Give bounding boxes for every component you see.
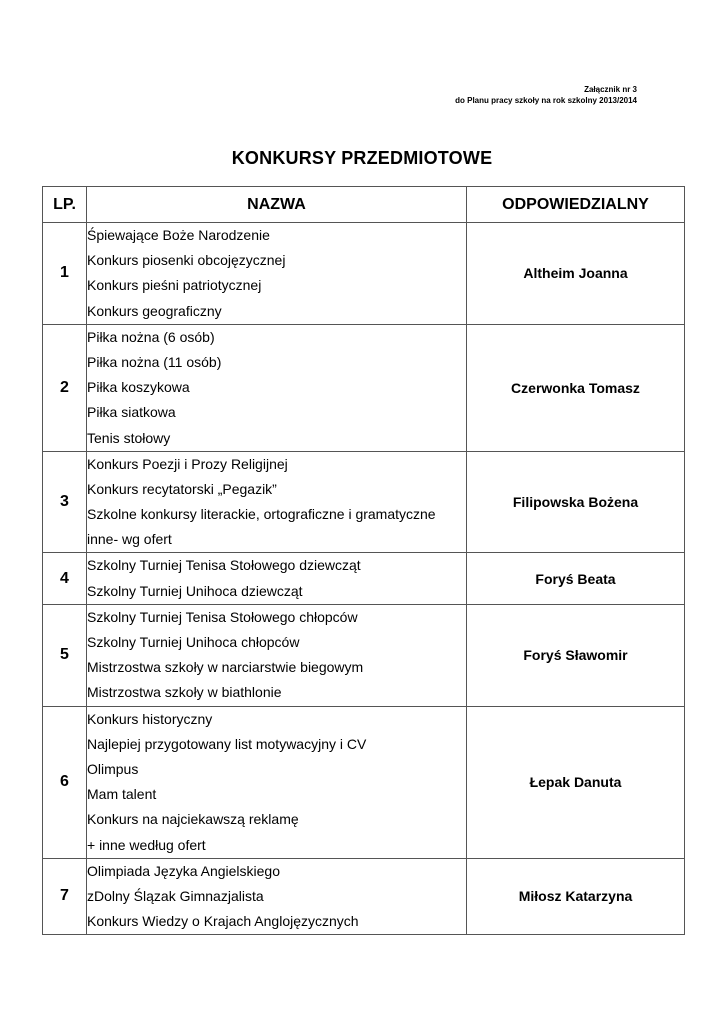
competition-list bbox=[87, 604, 467, 706]
competition-list bbox=[87, 553, 467, 604]
annex-line-2: do Planu pracy szkoły na rok szkolny 2013/2014 bbox=[455, 96, 637, 105]
competitions-table bbox=[42, 186, 685, 935]
column-header-nazwa: NAZWA bbox=[87, 187, 467, 223]
column-header-lp: LP. bbox=[43, 187, 87, 223]
competition-name: Konkurs recytatorski „Pegazik” bbox=[87, 480, 277, 497]
row-number: 4 bbox=[43, 553, 87, 604]
competition-name: Tenis stołowy bbox=[87, 429, 171, 446]
competition-list bbox=[87, 858, 467, 935]
row-number: 6 bbox=[43, 706, 87, 858]
table-row bbox=[43, 223, 685, 325]
competition-name: zDolny Ślązak Gimnazjalista bbox=[87, 887, 264, 904]
responsible-person: Filipowska Bożena bbox=[467, 451, 685, 553]
row-number: 1 bbox=[43, 223, 87, 325]
competition-list bbox=[87, 324, 467, 451]
competition-name: Szkolne konkursy literackie, ortograficzne i gramatyczne bbox=[87, 506, 436, 523]
competition-name: Konkurs Wiedzy o Krajach Anglojęzycznych bbox=[87, 913, 359, 930]
competition-name: Śpiewające Boże Narodzenie bbox=[87, 227, 270, 243]
table-header-row bbox=[43, 187, 685, 223]
competition-name: Szkolny Turniej Unihoca chłopców bbox=[87, 634, 300, 650]
responsible-person: Łepak Danuta bbox=[467, 706, 685, 858]
competition-name: Mistrzostwa szkoły w biathlonie bbox=[87, 684, 282, 701]
row-number: 7 bbox=[43, 858, 87, 935]
responsible-person: Miłosz Katarzyna bbox=[467, 858, 685, 935]
responsible-person: Foryś Beata bbox=[467, 553, 685, 604]
row-number: 2 bbox=[43, 324, 87, 451]
competition-name: Najlepiej przygotowany list motywacyjny i CV bbox=[87, 735, 367, 752]
competition-name: Olimpiada Języka Angielskiego bbox=[87, 862, 280, 879]
competition-name: Mistrzostwa szkoły w narciarstwie biegowym bbox=[87, 659, 364, 676]
table-row bbox=[43, 604, 685, 706]
competition-name: Szkolny Turniej Tenisa Stołowego dziewcząt bbox=[87, 557, 361, 574]
table-row bbox=[43, 858, 685, 935]
column-header-odpowiedzialny: ODPOWIEDZIALNY bbox=[467, 187, 685, 223]
responsible-person: Altheim Joanna bbox=[467, 223, 685, 325]
competition-list bbox=[87, 451, 467, 553]
competition-name: Piłka nożna (11 osób) bbox=[87, 353, 222, 370]
annex-note bbox=[455, 84, 637, 106]
row-number: 3 bbox=[43, 451, 87, 553]
row-number: 5 bbox=[43, 604, 87, 706]
competition-name: Mam talent bbox=[87, 786, 157, 803]
competition-name: Konkurs historyczny bbox=[87, 710, 213, 727]
competition-name: Olimpus bbox=[87, 760, 139, 777]
competition-name: Konkurs na najciekawszą reklamę bbox=[87, 811, 299, 828]
competition-name: Szkolny Turniej Unihoca dziewcząt bbox=[87, 582, 303, 599]
table-row bbox=[43, 324, 685, 451]
competition-name: Piłka koszykowa bbox=[87, 379, 190, 396]
table-row bbox=[43, 706, 685, 858]
competition-list bbox=[87, 706, 467, 858]
table-row bbox=[43, 553, 685, 604]
competition-name: Konkurs geograficzny bbox=[87, 302, 222, 319]
table-body bbox=[43, 223, 685, 935]
responsible-person: Foryś Sławomir bbox=[467, 604, 685, 706]
competition-name: Piłka siatkowa bbox=[87, 404, 176, 421]
competition-name: Konkurs Poezji i Prozy Religijnej bbox=[87, 455, 288, 472]
competition-name: Konkurs pieśni patriotycznej bbox=[87, 277, 262, 294]
competition-name: inne- wg ofert bbox=[87, 531, 172, 548]
competition-name: Szkolny Turniej Tenisa Stołowego chłopców bbox=[87, 608, 358, 625]
table-row bbox=[43, 451, 685, 553]
responsible-person: Czerwonka Tomasz bbox=[467, 324, 685, 451]
competition-name: + inne według ofert bbox=[87, 836, 206, 853]
competition-name: Piłka nożna (6 osób) bbox=[87, 328, 215, 345]
annex-line-1: Załącznik nr 3 bbox=[584, 85, 637, 94]
page-title: KONKURSY PRZEDMIOTOWE bbox=[231, 148, 493, 168]
competition-list bbox=[87, 223, 467, 325]
competition-name: Konkurs piosenki obcojęzycznej bbox=[87, 252, 286, 269]
